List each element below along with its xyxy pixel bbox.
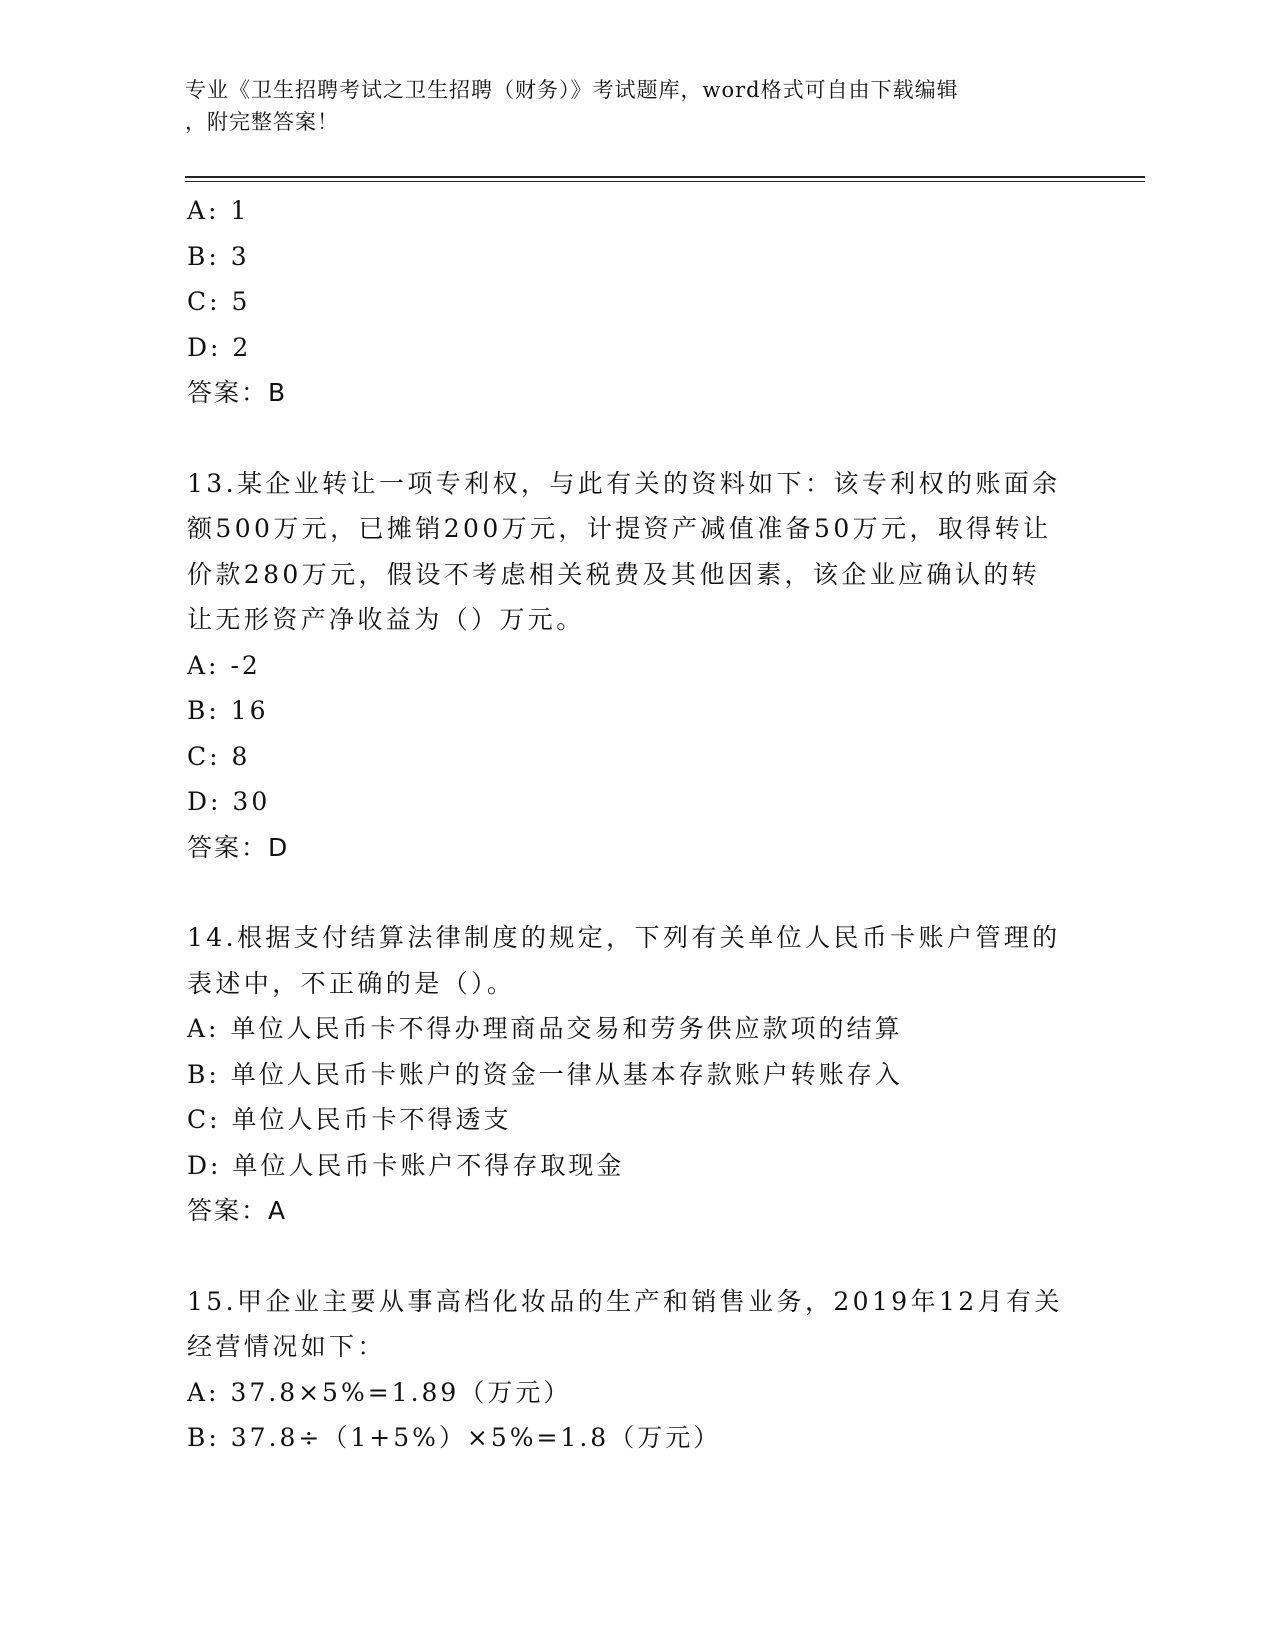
question-stem-line: 经营情况如下： [187,1332,386,1361]
document-header [185,74,1065,138]
option-text: 37.8÷（1+5%）×5%=1.8（万元） [230,1423,722,1452]
spacer [187,870,1087,915]
option-c [187,1097,1087,1143]
option-key: B: [187,1423,220,1452]
option-b [187,1052,1087,1098]
question-stem-line: 额500万元，已摊销200万元，计提资产减值准备50万元，取得转让 [187,514,1052,543]
option-text: 3 [230,241,250,271]
option-key: D: [187,1150,222,1180]
option-text: 8 [231,741,251,771]
option-text: 单位人民币卡账户的资金一律从基本存款账户转账存入 [230,1059,903,1089]
question-15 [187,1279,1087,1461]
option-c [187,734,1087,780]
option-text: 单位人民币卡不得透支 [231,1105,512,1134]
option-a [187,1370,1087,1416]
option-key: B: [187,241,220,271]
document-body [187,188,1087,1461]
option-a [187,643,1087,689]
option-key: A: [187,1377,220,1407]
option-text: 37.8×5%=1.89（万元） [230,1377,572,1407]
answer-line: 答案：D [187,832,290,862]
option-key: A: [187,650,220,680]
spacer [187,416,1087,461]
question-stem-line: 14.根据支付结算法律制度的规定，下列有关单位人民币卡账户管理的 [187,923,1061,952]
option-d [187,1143,1087,1189]
header-line-2: ，附完整答案！ [185,110,339,134]
question-stem-line: 价款280万元，假设不考虑相关税费及其他因素，该企业应确认的转 [187,559,1041,589]
option-d [187,325,1087,371]
option-b [187,1415,1087,1461]
option-key: A: [187,196,220,225]
answer-line: 答案：A [187,1196,288,1225]
option-text: 30 [232,787,271,816]
option-a [187,188,1087,234]
option-d [187,779,1087,825]
option-c [187,279,1087,325]
option-b [187,688,1087,734]
question-stem-line: 13.某企业转让一项专利权，与此有关的资料如下：该专利权的账面余 [187,468,1061,498]
option-key: C: [187,1105,221,1134]
header-divider-thin [185,181,1145,182]
option-text: -2 [230,650,261,680]
option-key: A: [187,1014,220,1043]
option-text: 5 [231,287,251,316]
question-12 [187,188,1087,416]
header-line-1: 专业《卫生招聘考试之卫生招聘（财务）》考试题库，word格式可自由下载编辑 [185,78,959,102]
question-13 [187,461,1087,871]
spacer [187,1234,1087,1279]
option-key: C: [187,741,221,771]
option-text: 单位人民币卡不得办理商品交易和劳务供应款项的结算 [230,1014,903,1043]
option-b [187,234,1087,280]
option-text: 2 [232,332,252,362]
option-key: D: [187,787,222,816]
question-stem-line: 让无形资产净收益为（）万元。 [187,605,585,634]
question-14 [187,915,1087,1234]
option-key: B: [187,1059,220,1089]
option-key: D: [187,332,222,362]
option-a [187,1006,1087,1052]
option-text: 单位人民币卡账户不得存取现金 [232,1150,625,1180]
question-stem-line: 表述中，不正确的是（）。 [187,968,516,998]
answer-line: 答案：B [187,378,288,407]
option-text: 16 [230,696,269,725]
option-key: C: [187,287,221,316]
option-text: 1 [230,196,250,225]
option-key: B: [187,696,220,725]
header-divider-thick [185,176,1145,178]
question-stem-line: 15.甲企业主要从事高档化妆品的生产和销售业务，2019年12月有关 [187,1286,1063,1316]
